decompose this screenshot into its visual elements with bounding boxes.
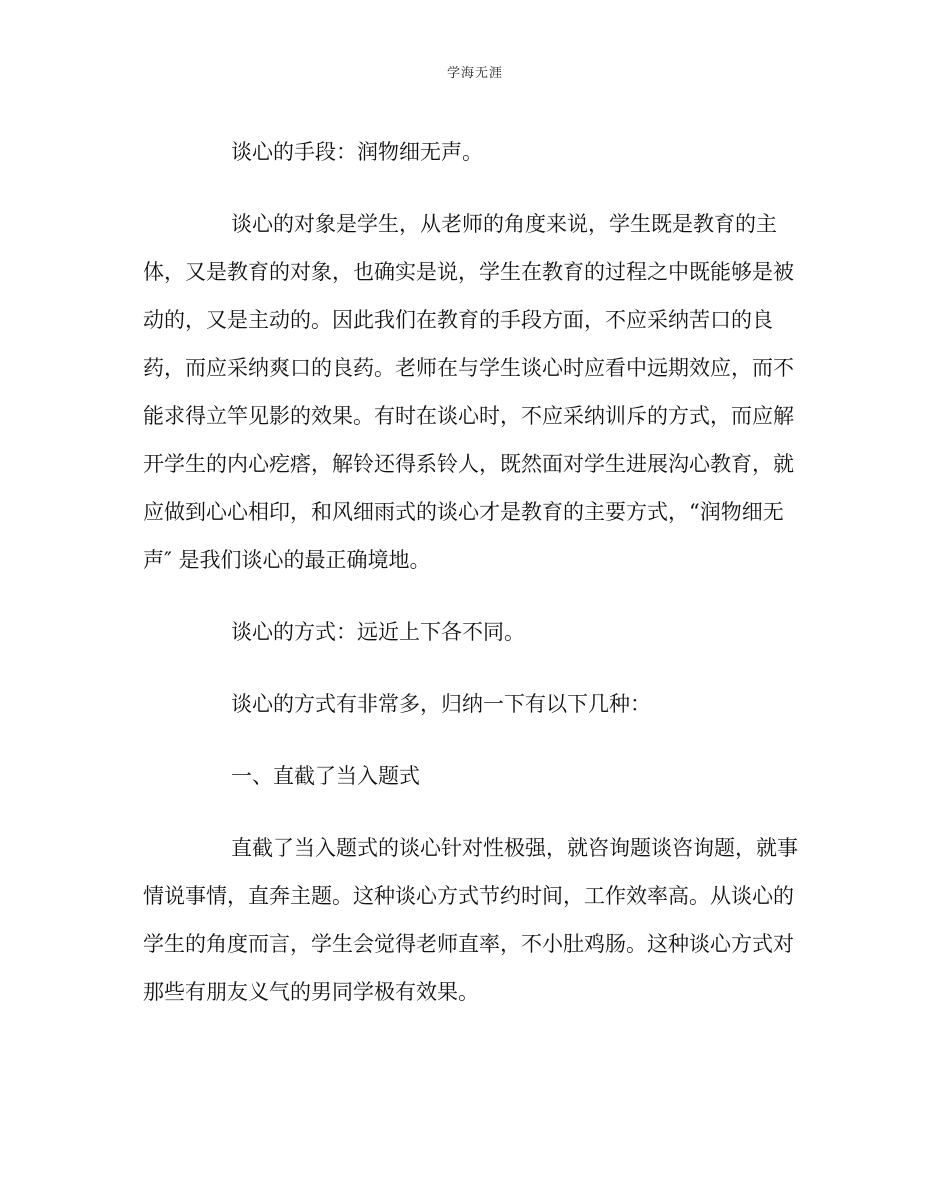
page-header: 学海无涯 (446, 66, 503, 81)
document-body (143, 128, 803, 1016)
paragraph-methods-intro: 谈心的方式有非常多，归纳一下有以下几种： (231, 692, 651, 716)
paragraph-direct-method-body: 直截了当入题式的谈心针对性极强，就咨询题谈咨询题，就事情说事情，直奔主题。这种谈心方式节约时间，工作效率高。从谈心的学生的角度而言，学生会觉得老师直率，不小肚鸡肠。这种谈心方式对那些有朋友义气的男同学极有效果。 (143, 836, 798, 1004)
paragraph-means-body: 谈心的对象是学生，从老师的角度来说，学生既是教育的主体，又是教育的对象，也确实是说，学生在教育的过程之中既能够是被动的，又是主动的。因此我们在教育的手段方面，不应采纳苦口的良药，而应采纳爽口的良药。老师在与学生谈心时应看中远期效应，而不能求得立竿见影的效果。有时在谈心时，不应采纳训斥的方式，而应解开学生的内心疙瘩，解铃还得系铃人，既然面对学生进展沟心教育，就应做到心心相印，和风细雨式的谈心才是教育的主要方式，“润物细无声″ 是我们谈心的最正确境地。 (143, 212, 794, 572)
subheading-direct-method: 一、直截了当入题式 (231, 764, 420, 788)
section-heading-methods: 谈心的方式：远近上下各不同。 (231, 620, 525, 644)
section-heading-means: 谈心的手段：润物细无声。 (231, 140, 483, 164)
